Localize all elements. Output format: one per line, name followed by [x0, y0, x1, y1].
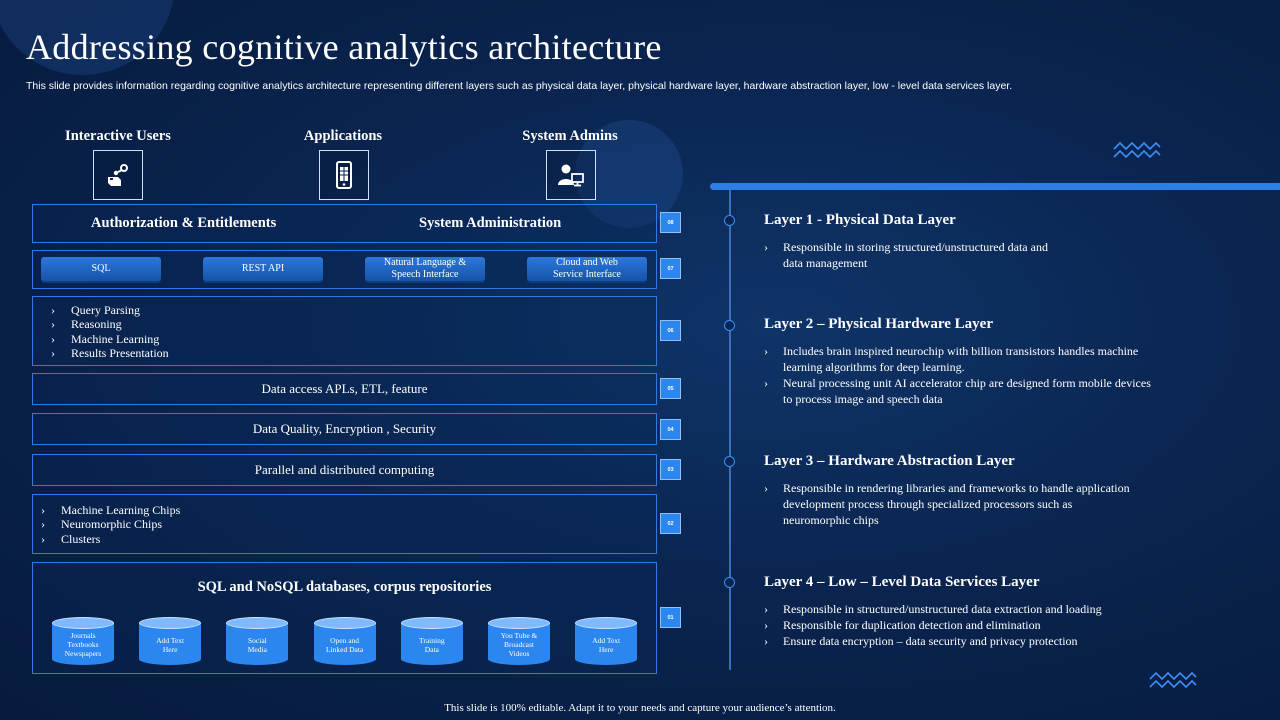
- hardware-list: [41, 503, 180, 546]
- interface-pill-rest-api: REST API: [203, 257, 323, 281]
- zigzag-decoration-top-icon: [1112, 140, 1162, 162]
- touch-hand-icon: [102, 159, 134, 191]
- list-item: › Machine Learning Chips: [41, 503, 180, 517]
- list-item: › Neural processing unit AI accelerator chip are designed form mobile devices to process image and speech data: [764, 375, 1234, 407]
- layer-1-heading: Layer 1 - Physical Data Layer: [764, 212, 956, 228]
- cylinder-label: Social Media: [247, 636, 267, 654]
- database-cylinder: [52, 617, 114, 665]
- cylinder-label: Open and Linked Data: [325, 636, 364, 654]
- timeline-dot-layer-3: [724, 456, 735, 467]
- layer-4-details: [764, 601, 1224, 649]
- user-label-applications: Applications: [303, 128, 383, 144]
- applications-icon-box: [319, 150, 369, 200]
- layer-tag-05: 05: [660, 378, 681, 399]
- list-item: › Results Presentation: [51, 346, 169, 360]
- layer-3-details: [764, 480, 1224, 528]
- zigzag-decoration-bottom-icon: [1148, 670, 1198, 692]
- layer-tag-02: 02: [660, 513, 681, 534]
- list-item: › Includes brain inspired neurochip with billion transistors handles machine learning algorithms for deep learning.: [764, 343, 1234, 375]
- layer-tag-08: 08: [660, 212, 681, 233]
- layer-databases: [32, 562, 657, 674]
- timeline-dot-layer-1: [724, 215, 735, 226]
- layer-hardware: [32, 494, 657, 554]
- timeline-dot-layer-4: [724, 577, 735, 588]
- interface-pill-natural-language: Natural Language & Speech Interface: [365, 257, 485, 281]
- databases-title: SQL and NoSQL databases, corpus repositories: [197, 579, 492, 595]
- layer-processing: [32, 296, 657, 366]
- timeline-dot-layer-2: [724, 320, 735, 331]
- database-cylinder: [226, 617, 288, 665]
- page-subtitle: This slide provides information regarding cognitive analytics architecture representing different layers such as physical data layer, physical hardware layer, hardware abstraction layer, low - level data services layer.: [26, 80, 1013, 92]
- interface-pill-sql: SQL: [41, 257, 161, 281]
- database-cylinder: [575, 617, 637, 665]
- list-item: › Reasoning: [51, 317, 169, 331]
- database-cylinder: [314, 617, 376, 665]
- list-item: › Query Parsing: [51, 303, 169, 317]
- user-label-admins: System Admins: [522, 128, 618, 144]
- user-label-interactive: Interactive Users: [65, 128, 171, 144]
- page-title: Addressing cognitive analytics architecture: [26, 27, 662, 67]
- parallel-computing-label: Parallel and distributed computing: [254, 462, 435, 477]
- layer-tag-06: 06: [660, 320, 681, 341]
- system-administration-label: System Administration: [419, 215, 562, 231]
- list-item: › Responsible in structured/unstructured data extraction and loading: [764, 601, 1224, 617]
- interface-pill-cloud-web: Cloud and Web Service Interface: [527, 257, 647, 281]
- interactive-users-icon-box: [93, 150, 143, 200]
- admin-computer-icon: [555, 159, 587, 191]
- processing-list: [51, 303, 169, 361]
- list-item: › Neuromorphic Chips: [41, 517, 180, 531]
- cylinder-label: You Tube & Broadcast Videos: [500, 631, 538, 658]
- layer-tag-03: 03: [660, 459, 681, 480]
- database-cylinder: [401, 617, 463, 665]
- layer-3-heading: Layer 3 – Hardware Abstraction Layer: [764, 453, 1015, 469]
- layer-tag-04: 04: [660, 419, 681, 440]
- layer-4-heading: Layer 4 – Low – Level Data Services Layer: [764, 574, 1040, 590]
- list-item: › Responsible in rendering libraries and frameworks to handle application development process through specialized processors such as neuromorphic chips: [764, 480, 1224, 528]
- data-quality-label: Data Quality, Encryption , Security: [252, 421, 437, 436]
- layer-data-access: [32, 373, 657, 405]
- timeline-line: [729, 190, 731, 670]
- cylinder-label: Training Data: [419, 636, 445, 654]
- system-admins-icon-box: [546, 150, 596, 200]
- mobile-phone-icon: [328, 159, 360, 191]
- layer-2-details: [764, 343, 1234, 407]
- cylinder-label: Add Text Here: [592, 636, 621, 654]
- layer-tag-07: 07: [660, 258, 681, 279]
- layer-2-heading: Layer 2 – Physical Hardware Layer: [764, 316, 993, 332]
- list-item: › Responsible for duplication detection and elimination: [764, 617, 1224, 633]
- layer-tag-01: 01: [660, 607, 681, 628]
- database-cylinder: [488, 617, 550, 665]
- layer-data-quality: [32, 413, 657, 445]
- layer-authorization: [32, 204, 657, 243]
- layer-parallel-computing: [32, 454, 657, 486]
- database-cylinder: [139, 617, 201, 665]
- list-item: › Responsible in storing structured/unstructured data and data management: [764, 239, 1224, 271]
- footer-note: This slide is 100% editable. Adapt it to your needs and capture your audience’s attention.: [444, 702, 836, 714]
- list-item: › Clusters: [41, 532, 180, 546]
- list-item: › Machine Learning: [51, 332, 169, 346]
- layer-1-details: [764, 239, 1224, 271]
- cylinder-label: Journals Textbooks Newspapers: [64, 631, 102, 658]
- authorization-label: Authorization & Entitlements: [91, 215, 277, 231]
- list-item: › Ensure data encryption – data security and privacy protection: [764, 633, 1224, 649]
- cylinder-label: Add Text Here: [156, 636, 185, 654]
- layer-interfaces: [32, 250, 657, 289]
- header-bar: [710, 183, 1280, 190]
- data-access-label: Data access APLs, ETL, feature: [261, 381, 428, 396]
